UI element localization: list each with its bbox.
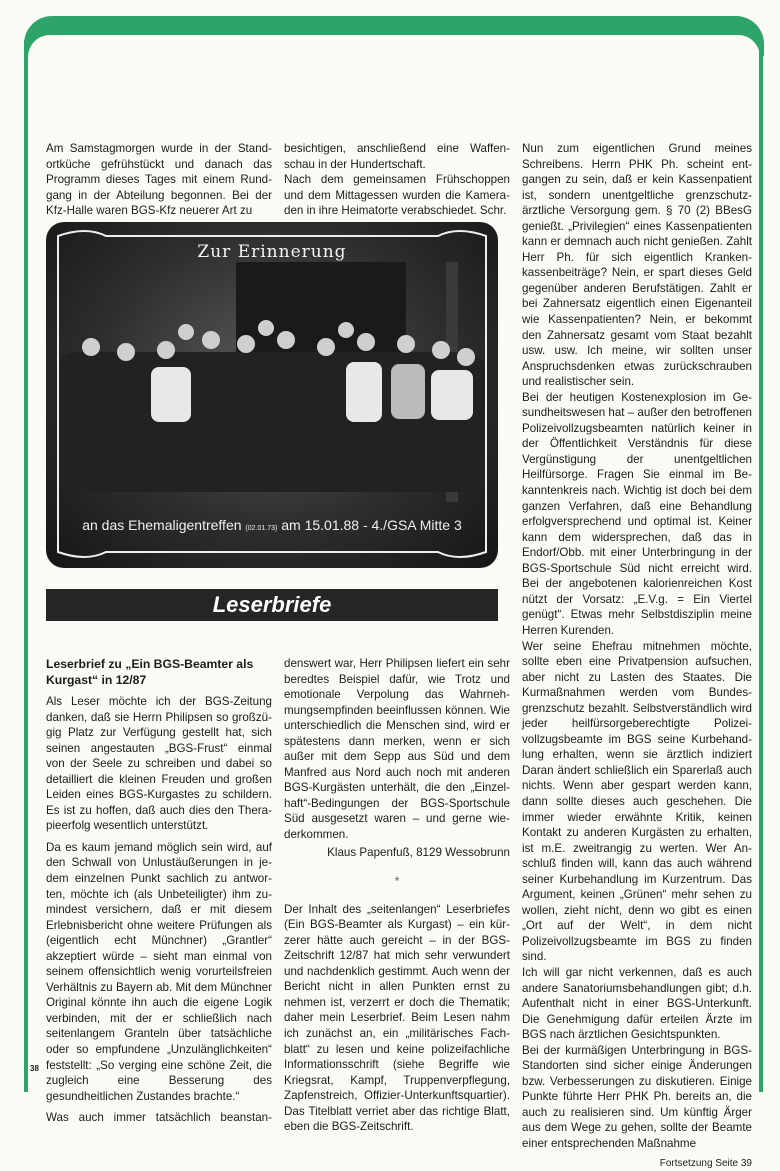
- caption-text: am 15.01.88 - 4./GSA Mitte 3: [281, 517, 462, 533]
- continuation-note: Fortsetzung Seite 39: [659, 1157, 752, 1169]
- photo-title: Zur Erinnerung: [197, 242, 347, 262]
- paragraph: Bei der heutigen Kostenexplosion im Gesundheitswesen hat – außer den betroffenen Polizeivollzugsbeamten natürlich keiner in der Öffentlichkeit Verständnis für diese Vergünstigung der unentgeltlichen Heilfürsorge. Fragen Sie einmal im Bekanntenkreis nach. Wichtig ist doch bei dem ganzen Verfahren, daß eine Behandlung erfolgversprechend und optimal ist. Keiner kann dem widersprechen, daß das in Endorf/Obb. mit einer Unterbringung in der BGS-Sportschule Süd nicht erreicht wird. Bei der angebotenen kalorienreichen Kost nützt der Vorsatz: „E.V.g. = Ein Viertel genügt“. Etwas mehr Selbstdisziplin meine Herren Kurenden.: [522, 390, 752, 637]
- paragraph: Nun zum eigentlichen Grund meines Schreibens. Herrn PHK Ph. scheint entgangen zu sein, daß er kein Kassenpatient ist, sondern unentgeltliche grenzschutzärztliche Versorgung gem. § 70 (2) BBesG genießt. „Privilegien“ eines Kassenpatienten kann er demnach auch nicht genießen. Zahlt Herr Ph. für sich eigentlich Krankenkassenbeiträge? Nein, er spart dieses Geld gegenüber anderen Berufstätigen. Zahlt er bei Zahnersatz eigentlich einen Eigenanteil wie Kassenpatienten? Nein, er bekommt den Zahnersatz gesamt vom Staat bezahlt usw. usw. Ich meine, wir sollten unser Anspruchsdenken etwas zurückschrauben und realistischer sein.: [522, 142, 752, 389]
- separator: *: [394, 875, 400, 889]
- paragraph: Am Samstagmorgen wurde in der Standortküche gefrühstückt und danach das Programm dieses Tages mit einem Rundgang in der Abteilung begonnen. Bei der Kfz-Halle waren BGS-Kfz neuerer Art zu: [46, 142, 272, 218]
- green-frame-left: [24, 40, 28, 1092]
- letter-headline: Leserbrief zu „Ein BGS-Beamter als Kurgast“ in 12/87: [46, 657, 254, 687]
- caption-text: an das Ehemaligentreffen: [82, 517, 242, 533]
- green-frame-right: [759, 40, 763, 1092]
- letter-signature: Klaus Papenfuß, 8129 Wessobrunn: [327, 845, 510, 859]
- paragraph: besichtigen, anschließend eine Waffenschau in der Hundertschaft.: [284, 142, 510, 171]
- letter-column-2: [284, 656, 510, 1135]
- letter2-column-3: [522, 141, 752, 1171]
- top-article-col1: [46, 141, 272, 219]
- paragraph: Als Leser möchte ich der BGS-Zeitung danken, daß sie Herrn Philipsen so großzügig Platz zur Verfügung gestellt hat, sich seinen angestauten „BGS-Frust“ einmal von der Seele zu schreiben und dabei so detailliert die kleinen Freuden und großen Leiden eines BGS-Kurgastes zu schildern. Es ist zu hoffen, daß auch dies den Therapieerfolg wesentlich unterstützt.: [46, 695, 272, 833]
- group-photo: [46, 222, 498, 568]
- paragraph: Bei der kurmäßigen Unterbringung in BGS-Standorten sind sicher einige Änderungen bzw. Verbesserungen zu diskutieren. Einige Punkte führte Herr PHK Ph. bereits an, die auch zu realisieren sind. Um künftig Ärger aus dem Wege zu gehen, sollte der Beamte einer entsprechenden Maßnahme: [522, 1043, 752, 1150]
- paragraph: Wer seine Ehefrau mitnehmen möchte, sollte eben eine Privatpension aufsuchen, aber nicht zu Lasten des Staates. Die Kurmaßnahmen werden vom Bundesgrenzschutz bezahlt. Selbstverständlich wird jeder heilfürsorgeberechtigte Polizeivollzugsbeamte im BGS seine Kurbehandlung erhalten, wenn sie ärztlich indiziert Daran ändert schließlich ein Sparerlaß auch nichts. Wenn aber gespart werden kann, dann sollte dieses auch geschehen. Die immer wieder erwähnte Kritik, keinen Kontakt zu anderen Kurgästen zu erhalten, ist m.E. zweitrangig zu werten. Wer Anschluß finden will, kann das auch während seiner Kurbehandlung im Kurzentrum. Das Argument, keinen „Grünen“ mehr sehen zu wollen, zieht nicht, denn wo gibt es einen „Ort auf der Welt“, in dem nicht Polizeivollzugsbeamte im BGS zu finden sind.: [522, 639, 752, 964]
- photo-caption: [46, 517, 498, 533]
- page-number: 38: [30, 1064, 39, 1073]
- letter1-column: [46, 656, 272, 1126]
- section-banner: Leserbriefe: [46, 589, 498, 621]
- paragraph: Was auch immer tatsächlich beanstan-: [46, 1111, 272, 1125]
- top-article-col2: [284, 141, 510, 219]
- paragraph: Ich will gar nicht verkennen, daß es auch andere Sanatoriumsbehandlungen gibt; d.h. Aufenthalt nicht in einer BGS-Unterkunft. Die Genehmigung dafür erteilen Ärzte im BGS nach ärztlichen Gesichtspunkten.: [522, 965, 752, 1042]
- paragraph: denswert war, Herr Philipsen liefert ein sehr beredtes Beispiel dafür, wie Trotz und emotionale Verpolung das Wahrnehmungsempfinden beeinflussen können. Wie unterschiedlich die Menschen sind, wird er spätestens dann merken, wenn er sich außer mit dem Sepp aus Süd und dem Manfred aus Nord auch noch mit anderen BGS-Kurgästen unterhält, die den „Einzelhaft“-Bedingungen der BGS-Sportschule Süd ausgesetzt waren – und gerne wiederkommen.: [284, 657, 510, 842]
- caption-date: (02.01.73): [245, 525, 278, 532]
- paragraph: Der Inhalt des „seitenlangen“ Leserbriefes (Ein BGS-Beamter als Kurgast) – ein kürzerer hätte auch gereicht – in der BGS-Zeitschrift 12/87 hat mich sehr verwundert und nachdenklich gestimmt. Auch wenn der Bericht nicht in allen Punkten ernst zu nehmen ist, verzerrt er doch die Thematik; daher mein Leserbrief. Beim Lesen nahm ich zunächst an, ein „militärisches Fachblatt“ zu lesen und keine polizeifachliche Informationsschrift (siehe Begriffe wie Kriegsrat, Kampf, Truppenverpflegung, Zapfenstreich, Offizier-Unterkunftsquartier). Das Titelblatt verriet aber das richtige Blatt, eben die BGS-Zeitschrift.: [284, 902, 510, 1134]
- paragraph: Da es kaum jemand möglich sein wird, auf den Schwall von Unlustäußerungen in jedem einzelnen Punkt sachlich zu antworten, möchte ich (als Unbeteiligter) ihm zumindest versichern, daß er mit diesem Erlebnisbericht ohne weitere Prüfungen als (eigentlich echt Münchner) „Grantler“ akzeptiert würde – sieht man einmal von seinem offensichtlich wenig vorurteilsfreien Verhältnis zu Bayern ab. Mit dem Münchner Original könnte ihn auch die eigene Logik verbinden, mit der er schließlich nach seitenlangem Granteln über tatsächliche oder so empfundene „Unzulänglichkeiten“ feststellt: „So verging eine schöne Zeit, die zugleich eine Besserung des gesundheitlichen Zustandes brachte.“: [46, 840, 272, 1103]
- frame-inner-cutout: [28, 35, 760, 75]
- paragraph: Nach dem gemeinsamen Frühschoppen und dem Mittagessen wurden die Kameraden in ihre Heimatorte verabschiedet. Schr.: [284, 173, 510, 218]
